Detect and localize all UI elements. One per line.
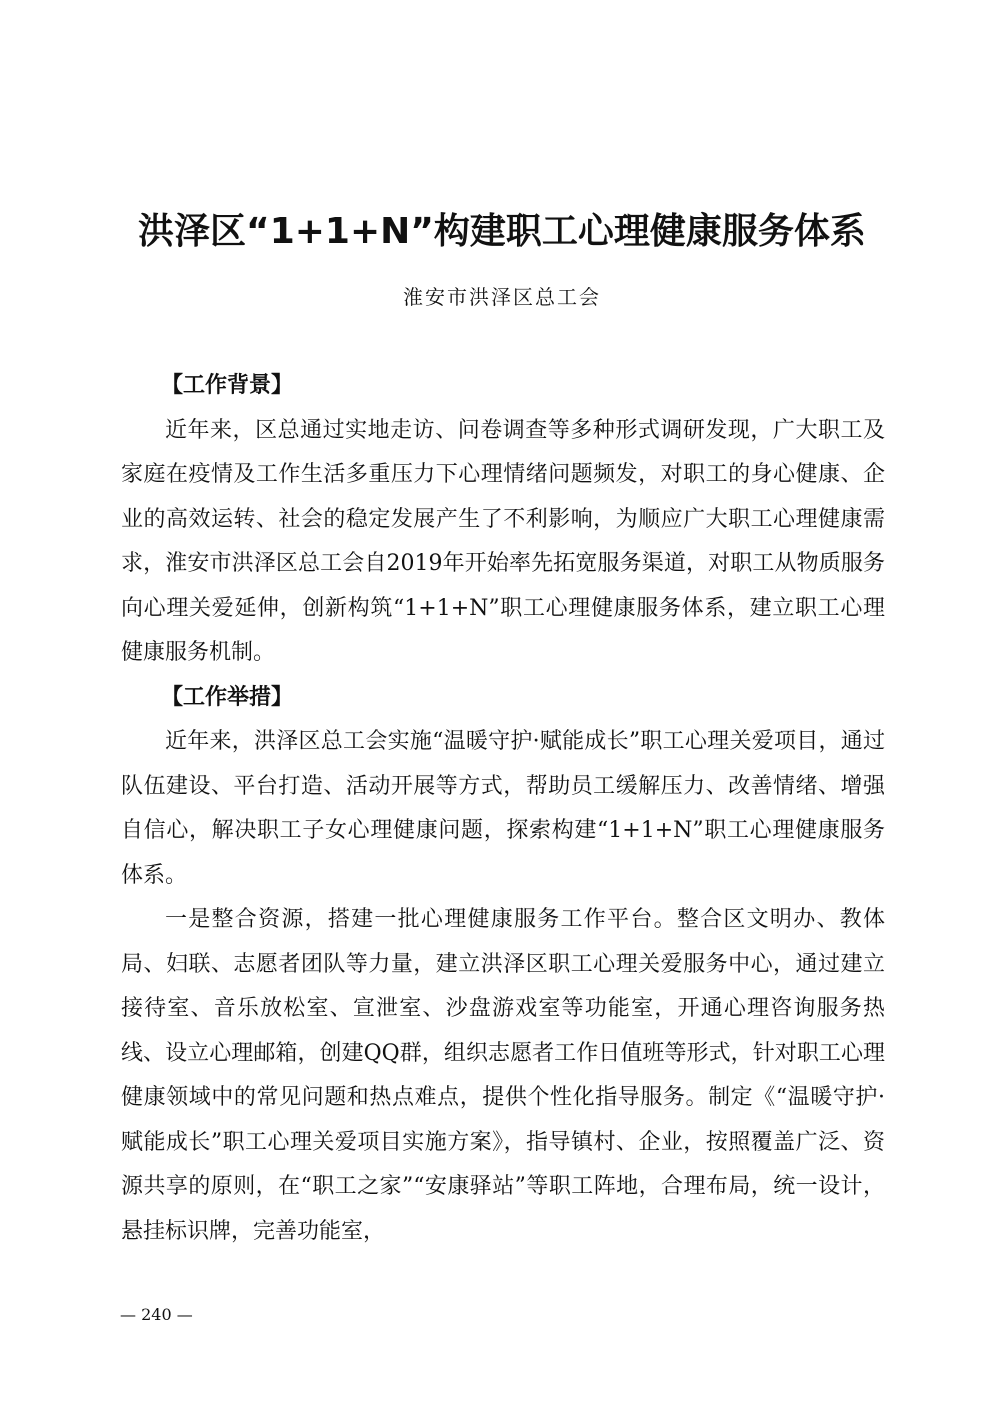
paragraph-measures-intro: 近年来，洪泽区总工会实施“温暖守护·赋能成长”职工心理关爱项目，通过队伍建设、平台打造、活动开展等方式，帮助员工缓解压力、改善情绪、增强自信心，解决职工子女心理健康问题，探索构建“1+1+N”职工心理健康服务体系。	[121, 729, 885, 888]
paragraph-measure-one	[121, 898, 885, 1254]
article-body	[121, 364, 885, 1254]
measure-one-text: 整合区文明办、教体局、妇联、志愿者团队等力量，建立洪泽区职工心理关爱服务中心，通过建立接待室、音乐放松室、宣泄室、沙盘游戏室等功能室，开通心理咨询服务热线、设立心理邮箱，创建QQ群，组织志愿者工作日值班等形式，针对职工心理健康领域中的常见问题和热点难点，提供个性化指导服务。制定《“温暖守护·赋能成长”职工心理关爱项目实施方案》，指导镇村、企业，按照覆盖广泛、资源共享的原则，在“职工之家”“安康驿站”等职工阵地，合理布局，统一设计，悬挂标识牌，完善功能室，	[121, 907, 885, 1244]
section-heading-measures: 【工作举措】	[161, 684, 294, 710]
section-heading-background: 【工作背景】	[161, 373, 294, 398]
page-number: — 240 —	[120, 1305, 193, 1324]
author-line: 淮安市洪泽区总工会	[403, 285, 601, 309]
paragraph-background: 近年来，区总通过实地走访、问卷调查等多种形式调研发现，广大职工及家庭在疫情及工作生活多重压力下心理情绪问题频发，对职工的身心健康、企业的高效运转、社会的稳定发展产生了不利影响，为顺应广大职工心理健康需求，淮安市洪泽区总工会自2019年开始率先拓宽服务渠道，对职工从物质服务向心理关爱延伸，创新构筑“1+1+N”职工心理健康服务体系，建立职工心理健康服务机制。	[121, 417, 885, 665]
page-title: 洪泽区“1+1+N”构建职工心理健康服务体系	[138, 211, 866, 252]
measure-one-lead: 一是整合资源，搭建一批心理健康服务工作平台。	[165, 907, 677, 932]
